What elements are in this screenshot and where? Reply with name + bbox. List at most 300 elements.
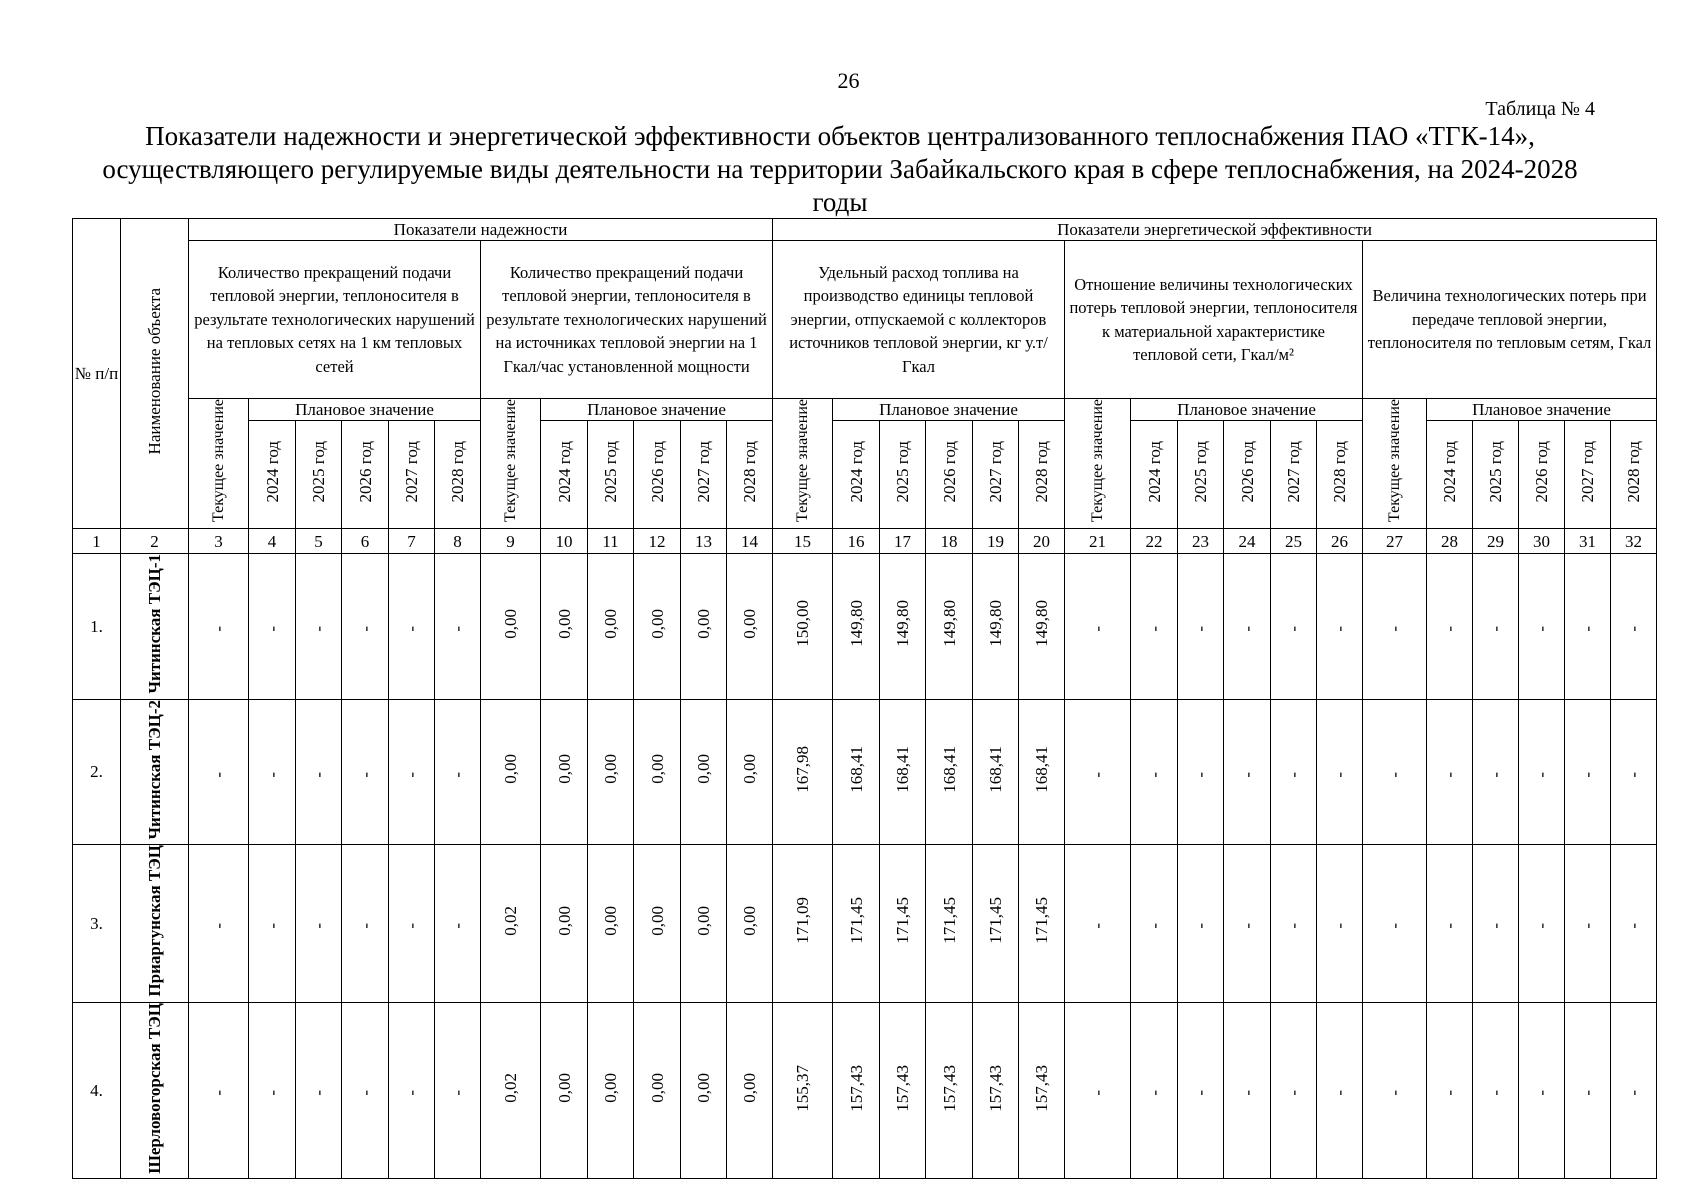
year-header (1519, 421, 1565, 529)
value-cell-text: 150,00 (793, 600, 812, 648)
object-name-text: Читинская ТЭЦ-2 (145, 699, 164, 839)
year-header (389, 421, 435, 529)
value-cell-text: 171,09 (793, 897, 812, 945)
value-cell (342, 699, 389, 845)
table-row (73, 1002, 1657, 1179)
value-cell (389, 699, 435, 845)
value-cell-text: - (1385, 626, 1404, 632)
value-cell-text: - (1330, 626, 1349, 632)
value-cell (634, 554, 681, 700)
value-cell-text: - (1330, 1090, 1349, 1096)
value-cell-text: 171,45 (1032, 897, 1051, 945)
value-cell (481, 554, 541, 700)
value-cell-text: - (1440, 626, 1459, 632)
column-number: 30 (1519, 529, 1565, 554)
value-cell-text: - (1191, 1090, 1210, 1096)
year-header-text: 2028 год (1032, 441, 1051, 503)
value-cell (634, 699, 681, 845)
value-cell (1317, 554, 1363, 700)
value-cell-text: - (262, 626, 282, 632)
value-cell-text: - (1532, 1090, 1551, 1096)
column-number: 21 (1065, 529, 1131, 554)
year-header-text: 2025 год (1486, 441, 1505, 503)
header-name-text: Наименование объекта (145, 287, 164, 455)
value-cell (1611, 554, 1657, 700)
value-cell-text: 0,00 (694, 754, 713, 785)
value-cell (773, 845, 833, 1003)
value-cell (1363, 845, 1427, 1003)
header-num: № п/п (73, 219, 121, 529)
value-cell (481, 1002, 541, 1179)
value-cell (1427, 554, 1473, 700)
value-cell (1131, 554, 1178, 700)
value-cell-text: 0,00 (501, 608, 520, 639)
year-header (541, 421, 588, 529)
value-cell (880, 1002, 926, 1179)
value-cell (189, 845, 249, 1003)
column-number: 10 (541, 529, 588, 554)
value-cell-text: - (262, 1090, 282, 1096)
value-cell-text: 149,80 (939, 600, 959, 648)
column-number: 31 (1565, 529, 1611, 554)
value-cell (189, 699, 249, 845)
value-cell-text: 0,00 (694, 905, 713, 936)
value-cell (1271, 845, 1317, 1003)
year-header (296, 421, 342, 529)
year-header (588, 421, 634, 529)
row-number: 3. (73, 845, 121, 1003)
value-cell-text: - (1088, 923, 1107, 929)
value-cell-text: 149,80 (986, 600, 1005, 648)
indicator-header-1: Количество прекращений подачи тепловой энергии, теплоносителя в результате технологических нарушений на тепловых сетях на 1 км тепловых сетей (189, 241, 481, 399)
value-cell (588, 1002, 634, 1179)
value-cell (1131, 1002, 1178, 1179)
value-cell-text: - (1330, 923, 1349, 929)
value-cell (1224, 1002, 1271, 1179)
value-cell-text: - (1088, 771, 1107, 778)
column-number: 22 (1131, 529, 1178, 554)
value-cell (342, 845, 389, 1003)
value-cell-text: 0,00 (647, 905, 667, 936)
value-cell-text: - (1440, 771, 1459, 778)
year-header (1178, 421, 1224, 529)
value-cell-text: 168,41 (1032, 745, 1051, 793)
value-cell (727, 554, 773, 700)
column-number: 4 (249, 529, 296, 554)
indicator-header-4: Отношение величины технологических потерь тепловой энергии, теплоносителя к материальной характеристике тепловой сети, Гкал/м² (1065, 241, 1363, 399)
column-number: 16 (833, 529, 880, 554)
value-cell (634, 1002, 681, 1179)
value-cell (1065, 1002, 1131, 1179)
value-cell (1019, 1002, 1065, 1179)
value-cell (926, 699, 973, 845)
year-header (1317, 421, 1363, 529)
value-cell-text: 0,00 (554, 754, 574, 785)
value-cell (1178, 699, 1224, 845)
year-header (342, 421, 389, 529)
value-cell-text: - (1284, 771, 1303, 778)
value-cell-text: - (1144, 626, 1164, 632)
value-cell (1065, 699, 1131, 845)
value-cell-text: - (402, 923, 421, 929)
value-cell-text: - (309, 1090, 328, 1096)
current-value-header-text: Текущее значение (210, 399, 227, 523)
value-cell (389, 845, 435, 1003)
value-cell-text: 0,00 (740, 905, 759, 936)
value-cell (1473, 699, 1519, 845)
value-cell (1565, 1002, 1611, 1179)
year-header-text: 2024 год (262, 441, 282, 503)
year-header (727, 421, 773, 529)
current-value-header-text: Текущее значение (1386, 399, 1403, 523)
year-header-text: 2028 год (448, 441, 467, 503)
column-number: 6 (342, 529, 389, 554)
value-cell-text: - (1144, 923, 1164, 929)
value-cell (435, 1002, 481, 1179)
year-header-text: 2025 год (309, 441, 328, 503)
value-cell (880, 699, 926, 845)
value-cell-text: - (1088, 626, 1107, 632)
value-cell (296, 1002, 342, 1179)
value-cell-text: 171,45 (986, 897, 1005, 945)
value-cell (296, 554, 342, 700)
value-cell-text: 168,41 (939, 745, 959, 793)
value-cell-text: 168,41 (846, 745, 866, 793)
value-cell-text: - (1284, 626, 1303, 632)
value-cell-text: - (1578, 626, 1597, 632)
value-cell (249, 699, 296, 845)
value-cell (541, 554, 588, 700)
column-number: 2 (121, 529, 189, 554)
row-number: 4. (73, 1002, 121, 1179)
year-header-text: 2024 год (1440, 441, 1459, 503)
object-name-text: Шерловогорская ТЭЦ (145, 1002, 164, 1174)
value-cell-text: - (402, 626, 421, 632)
value-cell-text: 0,00 (554, 608, 574, 639)
indicator-header-3: Удельный расход топлива на производство единицы тепловой энергии, отпускаемой с коллекторов источников тепловой энергии, кг у.т/Гкал (773, 241, 1065, 399)
value-cell-text: 0,00 (740, 1073, 759, 1103)
value-cell (1519, 1002, 1565, 1179)
object-name (121, 699, 189, 845)
value-cell-text: - (209, 626, 228, 632)
value-cell (773, 699, 833, 845)
year-header-text: 2026 год (647, 441, 667, 503)
year-header-text: 2028 год (740, 441, 759, 503)
value-cell (1271, 554, 1317, 700)
value-cell-text: - (309, 771, 328, 778)
column-number: 19 (973, 529, 1019, 554)
current-value-header (189, 399, 249, 529)
value-cell-text: - (1385, 771, 1404, 778)
value-cell-text: 157,43 (939, 1064, 959, 1112)
value-cell (588, 554, 634, 700)
year-header (833, 421, 880, 529)
value-cell (727, 845, 773, 1003)
column-number: 23 (1178, 529, 1224, 554)
column-number: 12 (634, 529, 681, 554)
value-cell-text: - (1385, 923, 1404, 929)
value-cell-text: - (402, 771, 421, 778)
value-cell-text: - (209, 1090, 228, 1096)
value-cell-text: 0,00 (740, 608, 759, 639)
value-cell (1271, 699, 1317, 845)
year-header (435, 421, 481, 529)
value-cell (1065, 554, 1131, 700)
value-cell (1224, 845, 1271, 1003)
object-name (121, 845, 189, 1003)
value-cell (1317, 1002, 1363, 1179)
year-header (634, 421, 681, 529)
value-cell (541, 1002, 588, 1179)
column-number: 5 (296, 529, 342, 554)
value-cell-text: - (1284, 923, 1303, 929)
value-cell-text: 171,45 (893, 897, 912, 945)
year-header-text: 2026 год (1237, 441, 1257, 503)
value-cell-text: 149,80 (1032, 600, 1051, 648)
table-row (73, 699, 1657, 845)
value-cell-text: - (448, 923, 467, 929)
value-cell (249, 554, 296, 700)
year-header (1427, 421, 1473, 529)
year-header-text: 2027 год (986, 441, 1005, 503)
value-cell (973, 554, 1019, 700)
value-cell (1363, 554, 1427, 700)
value-cell (1317, 845, 1363, 1003)
value-cell (1019, 554, 1065, 700)
value-cell (1019, 845, 1065, 1003)
value-cell-text: - (448, 626, 467, 632)
year-header (880, 421, 926, 529)
value-cell-text: - (1440, 923, 1459, 929)
value-cell (973, 1002, 1019, 1179)
year-header-text: 2025 год (893, 441, 912, 503)
value-cell-text: - (1624, 626, 1643, 632)
value-cell (1519, 845, 1565, 1003)
value-cell-text: 0,00 (694, 608, 713, 639)
value-cell (389, 554, 435, 700)
value-cell-text: 0,00 (601, 754, 620, 785)
value-cell-text: - (1486, 1090, 1505, 1096)
table-row (73, 554, 1657, 700)
object-name (121, 554, 189, 700)
value-cell (833, 845, 880, 1003)
value-cell (634, 845, 681, 1003)
value-cell-text: 0,00 (601, 905, 620, 936)
value-cell-text: 0,00 (601, 608, 620, 639)
value-cell (1065, 845, 1131, 1003)
value-cell-text: 171,45 (846, 897, 866, 945)
value-cell (296, 699, 342, 845)
value-cell-text: - (1532, 771, 1551, 778)
object-name-text: Приаргунская ТЭЦ (145, 845, 164, 997)
column-number: 24 (1224, 529, 1271, 554)
value-cell (189, 554, 249, 700)
value-cell (1565, 699, 1611, 845)
planned-value-header: Плановое значение (541, 399, 773, 421)
value-cell-text: 0,00 (501, 754, 520, 785)
year-header (1611, 421, 1657, 529)
planned-value-header: Плановое значение (833, 399, 1065, 421)
value-cell-text: - (1532, 923, 1551, 929)
column-number: 20 (1019, 529, 1065, 554)
column-number: 26 (1317, 529, 1363, 554)
header-name (121, 219, 189, 529)
value-cell (727, 1002, 773, 1179)
value-cell-text: 168,41 (893, 745, 912, 793)
value-cell-text: - (1486, 923, 1505, 929)
value-cell-text: - (1237, 626, 1257, 632)
column-number: 8 (435, 529, 481, 554)
value-cell (1427, 845, 1473, 1003)
object-name-text: Читинская ТЭЦ-1 (145, 554, 164, 694)
value-cell-text: - (1191, 923, 1210, 929)
value-cell-text: 0,00 (740, 754, 759, 785)
value-cell (435, 699, 481, 845)
value-cell-text: 157,43 (986, 1064, 1005, 1112)
page-number: 26 (837, 68, 860, 93)
year-header (1131, 421, 1178, 529)
current-value-header (773, 399, 833, 529)
column-number: 11 (588, 529, 634, 554)
value-cell-text: - (448, 771, 467, 778)
value-cell (541, 845, 588, 1003)
value-cell-text: - (1624, 771, 1643, 778)
year-header-text: 2024 год (1144, 441, 1164, 503)
indicator-header-5: Величина технологических потерь при передаче тепловой энергии, теплоносителя по тепловым сетям, Гкал (1363, 241, 1657, 399)
value-cell (342, 554, 389, 700)
value-cell-text: 0,00 (601, 1073, 620, 1103)
value-cell-text: - (1486, 626, 1505, 632)
value-cell-text: - (1385, 1090, 1404, 1096)
column-number: 15 (773, 529, 833, 554)
value-cell-text: - (1624, 1090, 1643, 1096)
value-cell-text: 157,43 (846, 1064, 866, 1112)
value-cell-text: 149,80 (846, 600, 866, 648)
value-cell (1363, 699, 1427, 845)
year-header-text: 2026 год (939, 441, 959, 503)
column-number: 3 (189, 529, 249, 554)
value-cell (1131, 699, 1178, 845)
value-cell-text: - (209, 771, 228, 778)
planned-value-header: Плановое значение (1427, 399, 1657, 421)
year-header-text: 2027 год (402, 441, 421, 503)
year-header-text: 2026 год (1532, 441, 1551, 503)
planned-value-header: Плановое значение (1131, 399, 1363, 421)
value-cell (1611, 1002, 1657, 1179)
year-header-text: 2027 год (1284, 441, 1303, 503)
year-header (1473, 421, 1519, 529)
value-cell (926, 845, 973, 1003)
value-cell (1519, 554, 1565, 700)
value-cell (773, 1002, 833, 1179)
value-cell-text: 149,80 (893, 600, 912, 648)
column-number: 9 (481, 529, 541, 554)
value-cell (1611, 845, 1657, 1003)
current-value-header (1065, 399, 1131, 529)
table-label: Таблица № 4 (1485, 98, 1595, 120)
year-header (1019, 421, 1065, 529)
column-number: 18 (926, 529, 973, 554)
value-cell (1473, 845, 1519, 1003)
year-header (249, 421, 296, 529)
value-cell (1427, 1002, 1473, 1179)
value-cell-text: 155,37 (793, 1064, 812, 1112)
value-cell-text: - (1330, 771, 1349, 778)
column-number: 25 (1271, 529, 1317, 554)
value-cell-text: - (209, 923, 228, 929)
value-cell (1565, 845, 1611, 1003)
year-header-text: 2025 год (601, 441, 620, 503)
value-cell (541, 699, 588, 845)
value-cell (481, 845, 541, 1003)
value-cell-text: 157,43 (1032, 1064, 1051, 1112)
value-cell-text: - (262, 923, 282, 929)
value-cell-text: - (1486, 771, 1505, 778)
column-number: 7 (389, 529, 435, 554)
value-cell (342, 1002, 389, 1179)
value-cell (1317, 699, 1363, 845)
indicator-header-2: Количество прекращений подачи тепловой энергии, теплоносителя в результате технологических нарушений на источниках тепловой энергии на 1 Гкал/час установленной мощности (481, 241, 773, 399)
value-cell-text: 0,00 (647, 1073, 667, 1103)
table-row (73, 845, 1657, 1003)
value-cell (1019, 699, 1065, 845)
column-number: 27 (1363, 529, 1427, 554)
value-cell-text: - (262, 771, 282, 778)
row-number: 1. (73, 554, 121, 700)
column-number: 32 (1611, 529, 1657, 554)
value-cell-text: - (1284, 1090, 1303, 1096)
value-cell (1178, 845, 1224, 1003)
value-cell-text: - (355, 771, 375, 778)
value-cell (1519, 699, 1565, 845)
value-cell-text: - (1532, 626, 1551, 632)
value-cell (249, 1002, 296, 1179)
column-number: 28 (1427, 529, 1473, 554)
value-cell (1473, 554, 1519, 700)
value-cell (681, 699, 727, 845)
year-header-text: 2024 год (846, 441, 866, 503)
value-cell-text: - (1578, 771, 1597, 778)
value-cell-text: - (1088, 1090, 1107, 1096)
value-cell (1224, 554, 1271, 700)
current-value-header (481, 399, 541, 529)
value-cell (973, 699, 1019, 845)
year-header-text: 2026 год (355, 441, 375, 503)
planned-value-header: Плановое значение (249, 399, 481, 421)
year-header (1565, 421, 1611, 529)
value-cell-text: 167,98 (793, 745, 812, 793)
value-cell (973, 845, 1019, 1003)
year-header-text: 2024 год (554, 441, 574, 503)
year-header (1224, 421, 1271, 529)
value-cell-text: - (1440, 1090, 1459, 1096)
column-number: 13 (681, 529, 727, 554)
value-cell-text: - (309, 626, 328, 632)
value-cell-text: - (1624, 923, 1643, 929)
value-cell-text: - (355, 1090, 375, 1096)
value-cell (1611, 699, 1657, 845)
value-cell (435, 554, 481, 700)
value-cell (1131, 845, 1178, 1003)
value-cell-text: - (1144, 1090, 1164, 1096)
year-header (926, 421, 973, 529)
value-cell-text: - (1237, 1090, 1257, 1096)
year-header-text: 2028 год (1624, 441, 1643, 503)
current-value-header-text: Текущее значение (502, 399, 519, 523)
value-cell-text: 0,00 (554, 905, 574, 936)
value-cell (1271, 1002, 1317, 1179)
year-header (1271, 421, 1317, 529)
